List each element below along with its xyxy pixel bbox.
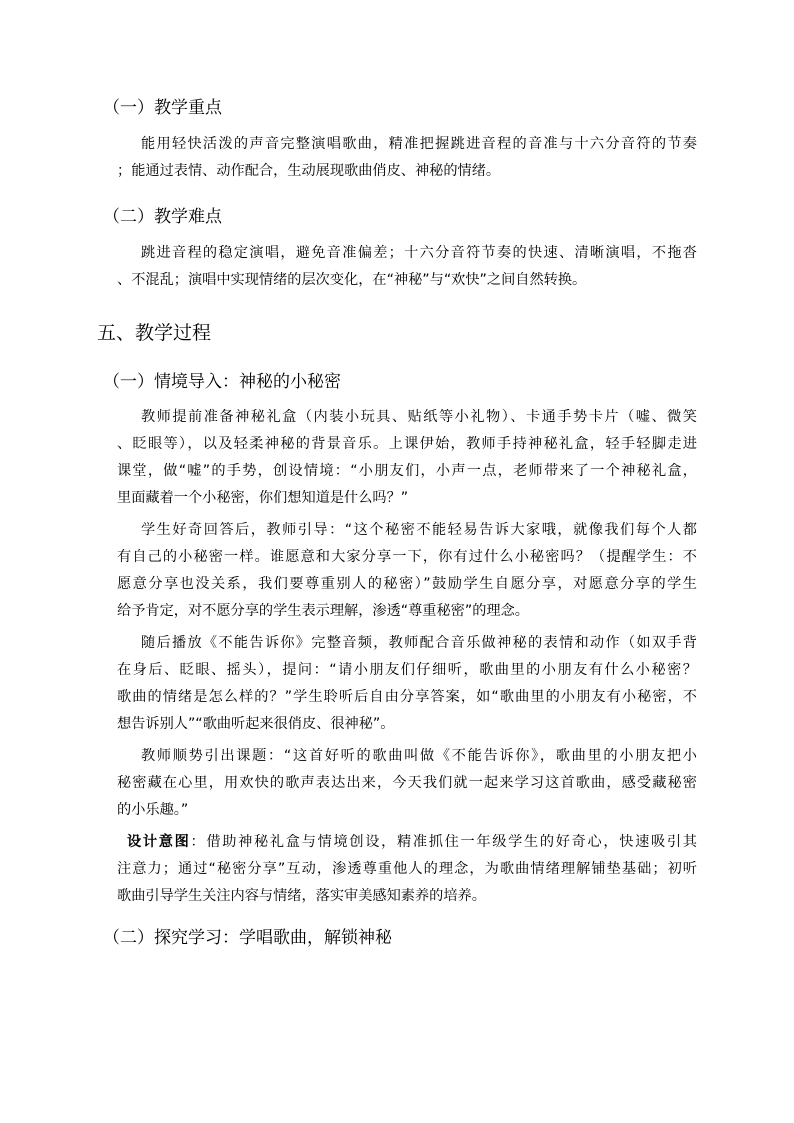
heading-teaching-difficulty: （二）教学难点 xyxy=(103,207,222,227)
paragraph-line: 注意力；通过“秘密分享”互动，渗透尊重他人的理念，为歌曲情绪理解铺垫基础；初听 xyxy=(117,861,697,877)
paragraph-line: 秘密藏在心里，用欢快的歌声表达出来，今天我们就一起来学习这首歌曲，感受藏秘密 xyxy=(117,775,697,791)
paragraph-line: 的小乐趣。” xyxy=(117,802,189,818)
paragraph-line: 随后播放《不能告诉你》完整音频，教师配合音乐做神秘的表情和动作（如双手背 xyxy=(141,635,697,651)
paragraph-line: 、不混乱；演唱中实现情绪的层次变化，在“神秘”与“欢快”之间自然转换。 xyxy=(117,272,587,288)
heading-teaching-focus: （一）教学重点 xyxy=(103,98,222,118)
paragraph-line: 给予肯定，对不愿分享的学生表示理解，渗透“尊重秘密”的理念。 xyxy=(117,603,529,619)
paragraph-line: 愿意分享也没关系，我们要尊重别人的秘密）”鼓励学生自愿分享，对愿意分享的学生 xyxy=(117,576,697,592)
paragraph-line: 学生好奇回答后，教师引导：“这个秘密不能轻易告诉大家哦，就像我们每个人都 xyxy=(141,522,697,538)
paragraph-line: 跳进音程的稳定演唱，避免音准偏差；十六分音符节奏的快速、清晰演唱，不拖沓 xyxy=(141,245,697,261)
paragraph-line: 在身后、眨眼、摇头），提问：“请小朋友们仔细听，歌曲里的小朋友有什么小秘密？ xyxy=(117,662,697,678)
paragraph-line: 课堂，做“嘘”的手势，创设情境：“小朋友们，小声一点，老师带来了一个神秘礼盒， xyxy=(117,463,697,479)
paragraph-line: 里面藏着一个小秘密，你们想知道是什么吗？” xyxy=(117,490,409,506)
paragraph-line: 教师顺势引出课题：“这首好听的歌曲叫做《不能告诉你》，歌曲里的小朋友把小 xyxy=(141,748,697,764)
paragraph-line: 歌曲引导学生关注内容与情绪，落实审美感知素养的培养。 xyxy=(117,888,486,904)
paragraph-line: 有自己的小秘密一样。谁愿意和大家分享一下，你有过什么小秘密吗？（提醒学生：不 xyxy=(117,549,697,565)
part-title: 五、教学过程 xyxy=(97,322,212,344)
paragraph-line: 歌曲的情绪是怎么样的？”学生聆听后自由分享答案，如“歌曲里的小朋友有小秘密，不 xyxy=(117,689,697,705)
heading-exploratory-learning: （二）探究学习：学唱歌曲，解锁神秘 xyxy=(103,928,392,948)
heading-situation-intro: （一）情境导入：神秘的小秘密 xyxy=(103,372,341,392)
paragraph-line: 想告诉别人”“歌曲听起来很俏皮、很神秘”。 xyxy=(117,716,395,732)
design-intent-line xyxy=(127,835,697,849)
paragraph-line: 教师提前准备神秘礼盒（内装小玩具、贴纸等小礼物）、卡通手势卡片（嘘、微笑 xyxy=(141,409,697,425)
paragraph-line: ；能通过表情、动作配合，生动展现歌曲俏皮、神秘的情绪。 xyxy=(117,163,501,179)
design-intent-text: ：借助神秘礼盒与情境创设，精准抓住一年级学生的好奇心，快速吸引其 xyxy=(190,834,697,850)
paragraph-line: 、眨眼等），以及轻柔神秘的背景音乐。上课伊始，教师手持神秘礼盒，轻手轻脚走进 xyxy=(117,436,697,452)
paragraph-line: 能用轻快活泼的声音完整演唱歌曲，精准把握跳进音程的音准与十六分音符的节奏 xyxy=(141,136,697,152)
design-intent-label: 设计意图 xyxy=(127,834,191,850)
